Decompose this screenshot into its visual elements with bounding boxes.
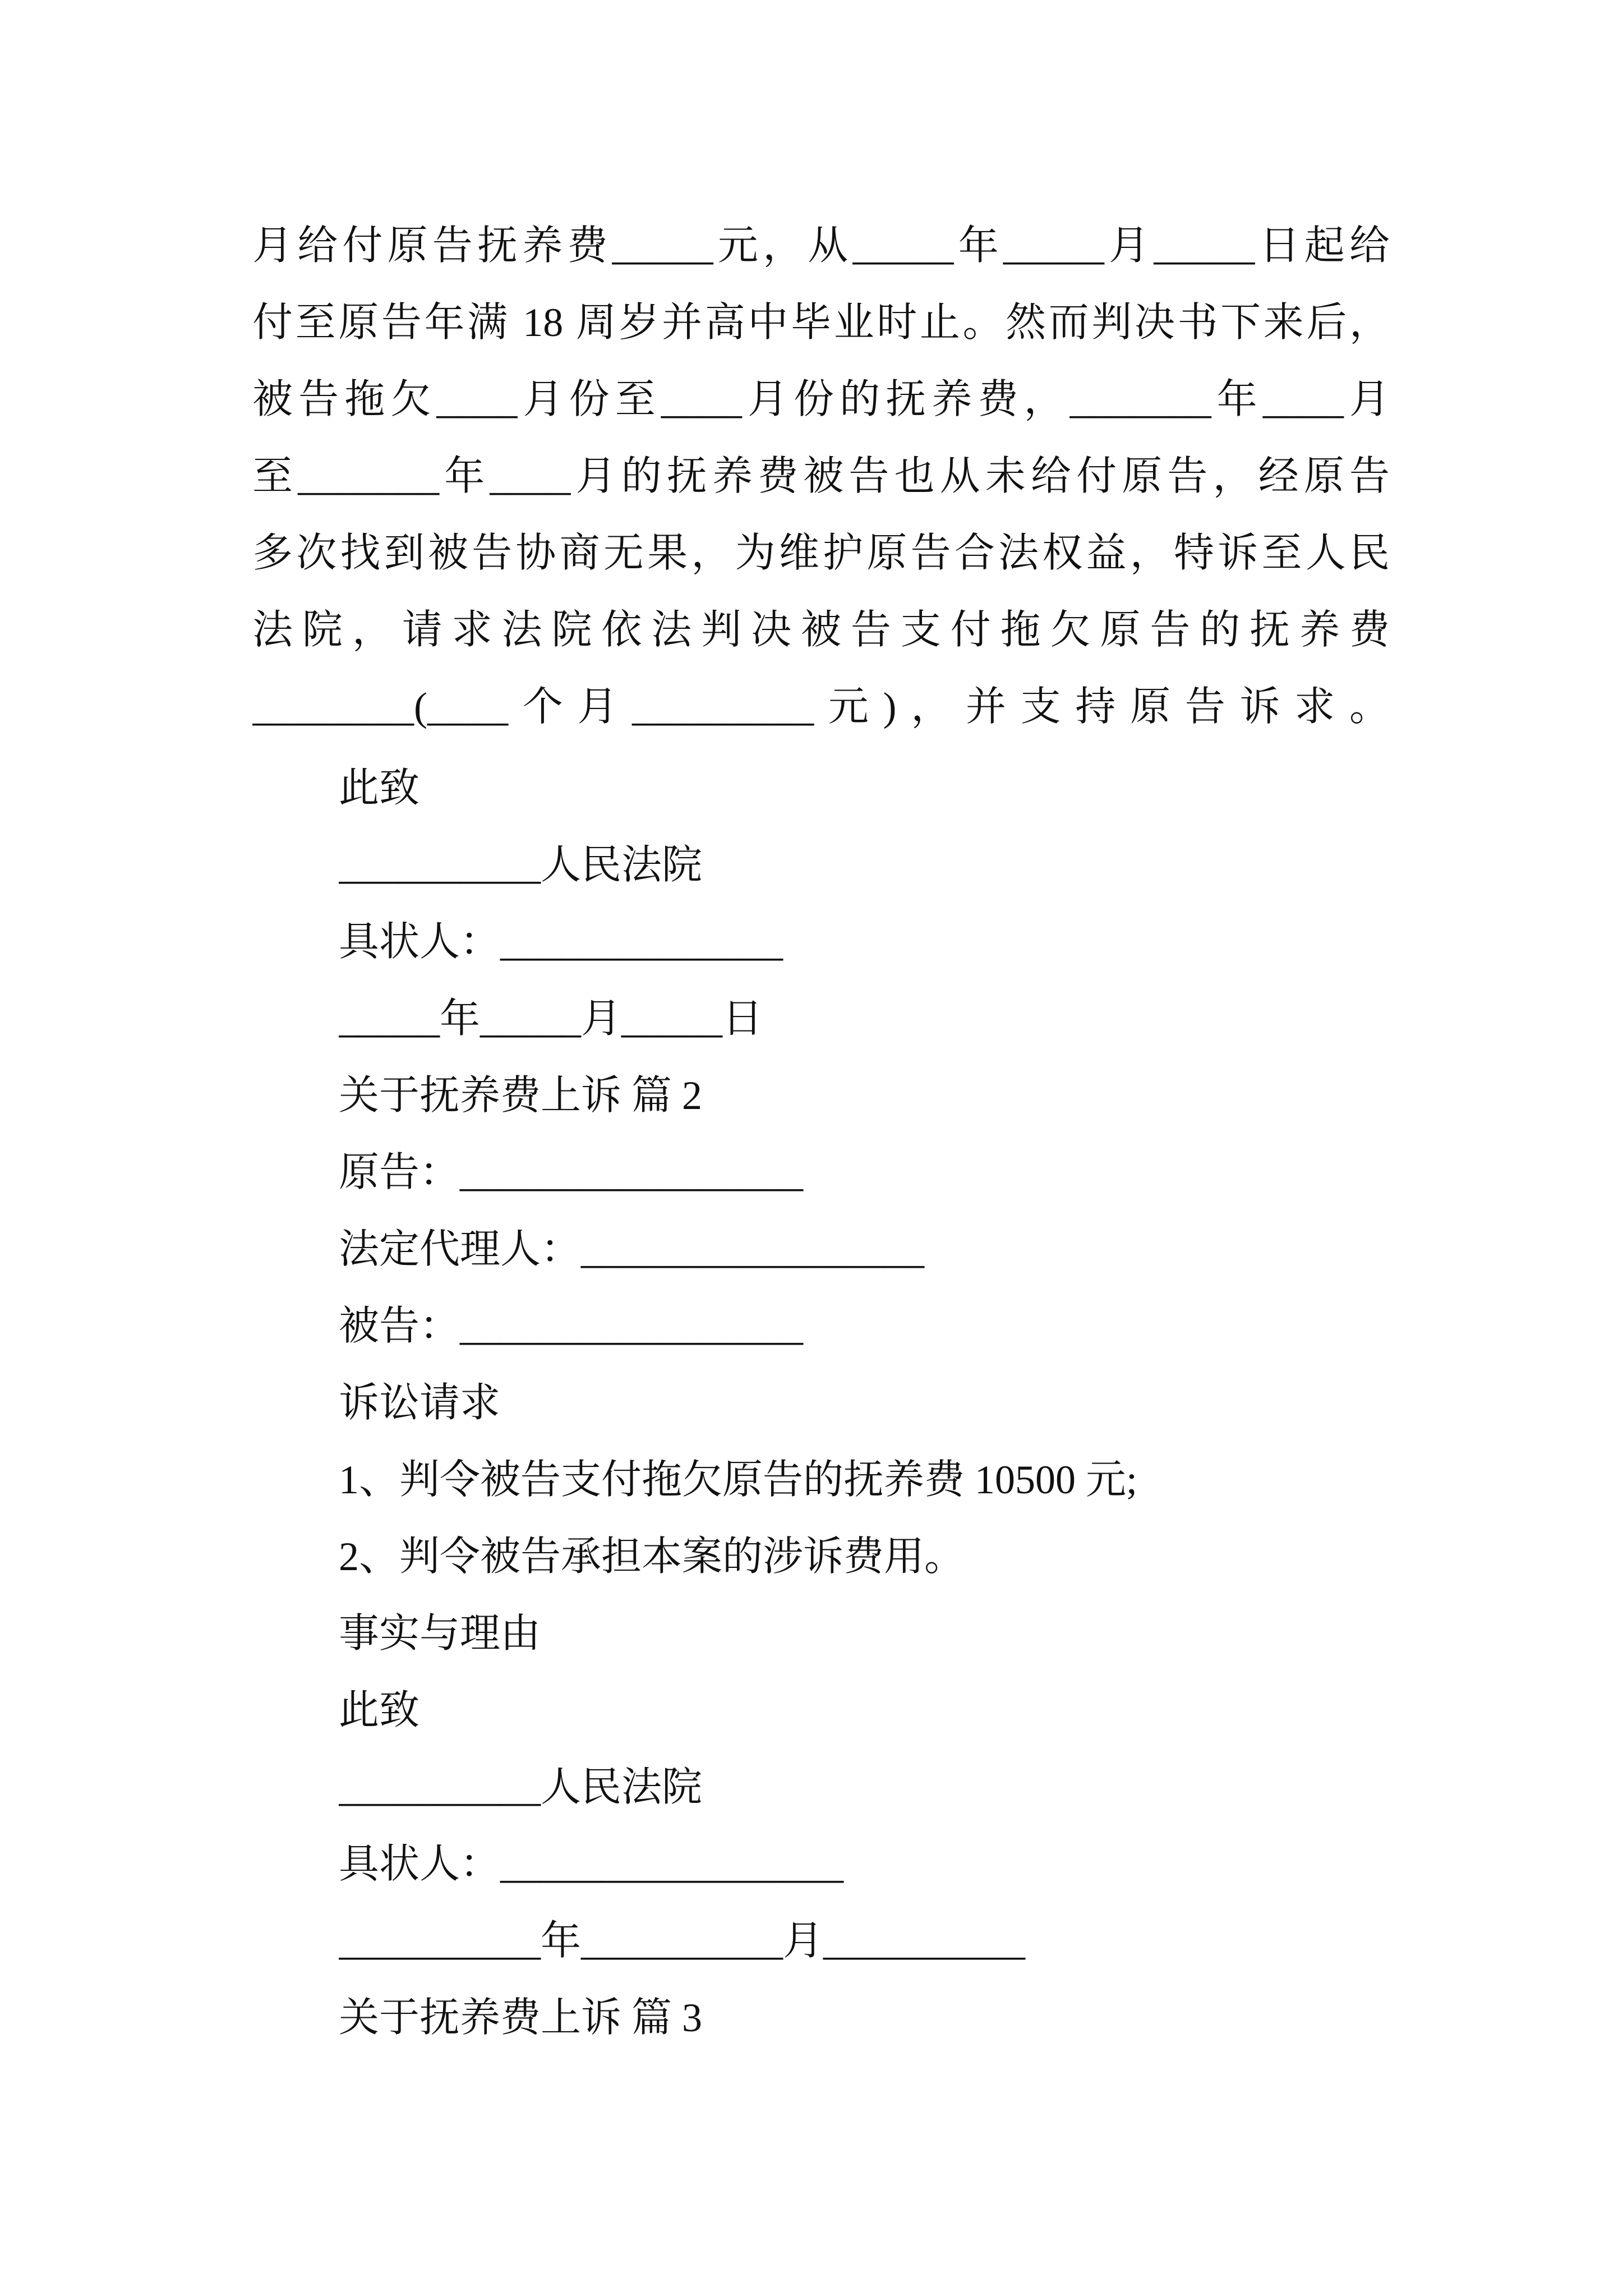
plaintiff-line: 原告：_________________ (339, 1150, 804, 1195)
paragraph-line: 付至原告年满 18 周岁并高中毕业时止。然而判决书下来后， (252, 300, 1390, 345)
body-paragraph (252, 208, 1390, 746)
paragraph-line: 被告拖欠____月份至____月份的抚养费，_______年____月 (252, 377, 1390, 422)
paragraph-line: 至_______年____月的抚养费被告也从未给付原告，经原告 (252, 454, 1390, 499)
court-line: __________人民法院 (339, 843, 703, 887)
paragraph-line: 多次找到被告协商无果，为维护原告合法权益，特诉至人民 (252, 531, 1390, 576)
claim-item: 1、判令被告支付拖欠原告的抚养费 10500 元; (339, 1457, 1138, 1502)
paragraph-line: 月给付原告抚养费_____元，从_____年_____月_____日起给 (252, 223, 1390, 268)
salutation-line: 此致 (339, 766, 420, 811)
paragraph-line: 法院，请求法院依法判决被告支付拖欠原告的抚养费 (252, 608, 1390, 652)
section-heading: 关于抚养费上诉 篇 2 (339, 1073, 703, 1118)
signatory-line: 具状人：_________________ (339, 1842, 844, 1887)
date-line: __________年__________月__________ (339, 1918, 1025, 1963)
defendant-line: 被告：_________________ (339, 1304, 804, 1349)
paragraph-line: ________(____个月_________元)，并支持原告诉求。 (252, 684, 1390, 729)
salutation-line: 此致 (339, 1688, 420, 1733)
court-line: __________人民法院 (339, 1765, 703, 1810)
date-line: _____年_____月_____日 (339, 996, 763, 1041)
legal-agent-line: 法定代理人：_________________ (339, 1227, 925, 1272)
claims-heading: 诉讼请求 (339, 1381, 501, 1425)
signatory-line: 具状人：______________ (339, 919, 783, 964)
section-heading: 关于抚养费上诉 篇 3 (339, 1995, 703, 2040)
facts-heading: 事实与理由 (339, 1611, 541, 1656)
indented-lines (339, 750, 1390, 2056)
claim-item: 2、判令被告承担本案的涉诉费用。 (339, 1534, 965, 1579)
